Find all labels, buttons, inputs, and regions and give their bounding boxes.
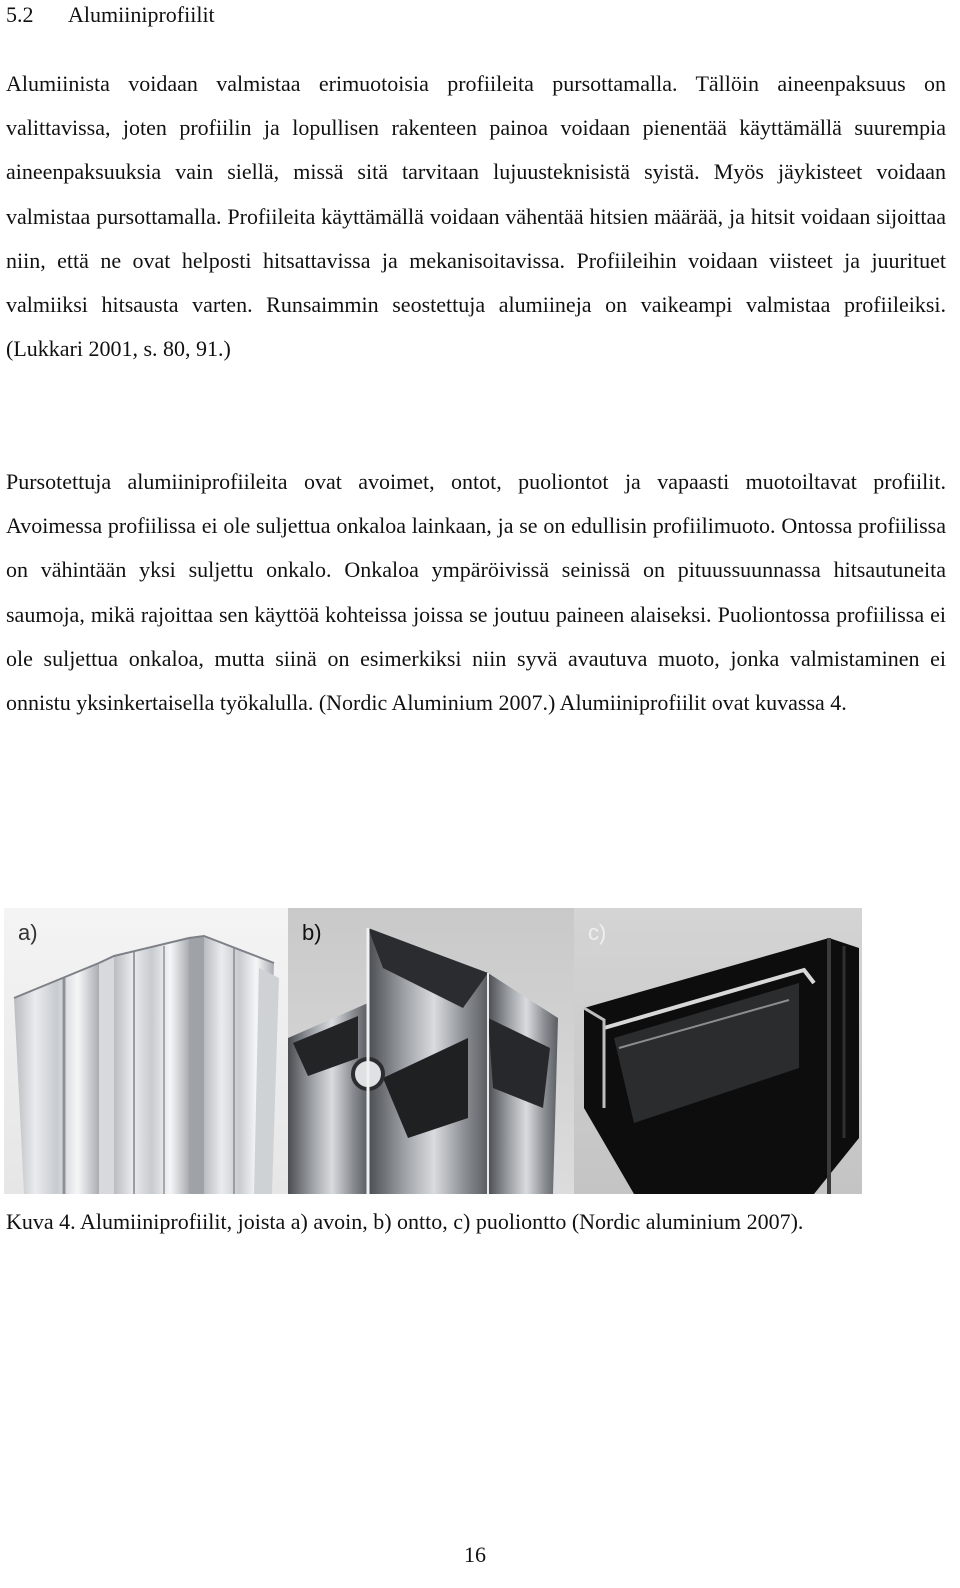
section-title: Alumiiniprofiilit	[68, 2, 215, 27]
figure-aluminium-profiles	[4, 908, 862, 1194]
hollow-profile-image	[288, 908, 574, 1194]
body-paragraph-2: Pursotettuja alumiiniprofiileita ovat avoimet, ontot, puoliontot ja vapaasti muotoiltavat profiilit. Avoimessa profiilissa ei ole suljettua onkaloa lainkaan, ja se on edullisin profiilimuoto. Ontossa profiilissa on vähintään yksi suljettu onkalo. Onkaloa ympäröivissä seinissä on pituussuunnassa hitsautuneita saumoja, mikä rajoittaa sen käyttöä kohteissa joissa se joutuu paineen alaiseksi. Puoliontossa profiilissa ei ole suljettua onkaloa, mutta siinä on esimerkiksi niin syvä avautuva muoto, jonka valmistaminen ei onnistu yksinkertaisella työkalulla. (Nordic Aluminium 2007.) Alumiiniprofiilit ovat kuvassa 4.	[6, 469, 946, 716]
figure-panel-label: a)	[18, 920, 38, 945]
semi-hollow-profile-image	[574, 908, 862, 1194]
page-number: 16	[464, 1542, 486, 1567]
figure-caption: Kuva 4. Alumiiniprofiilit, joista a) avoin, b) ontto, c) puoliontto (Nordic aluminium 2007).	[6, 1209, 804, 1234]
section-heading	[6, 0, 215, 30]
figure-panel-hollow-profile	[288, 908, 574, 1194]
section-number: 5.2	[6, 2, 34, 27]
figure-panel-label: b)	[302, 920, 322, 945]
figure-panel-semi-hollow-profile	[574, 908, 862, 1194]
open-profile-image	[4, 908, 288, 1194]
body-paragraph-1: Alumiinista voidaan valmistaa erimuotoisia profiileita pursottamalla. Tällöin aineenpaksuus on valittavissa, joten profiilin ja lopullisen rakenteen painoa voidaan pienentää käyttämällä suurempia aineenpaksuuksia vain siellä, missä sitä tarvitaan lujuusteknisistä syistä. Myös jäykisteet voidaan valmistaa pursottamalla. Profiileita käyttämällä voidaan vähentää hitsien määrää, ja hitsit voidaan sijoittaa niin, että ne ovat helposti hitsattavissa ja mekanisoitavissa. Profiileihin voidaan viisteet ja juurituet valmiiksi hitsausta varten. Runsaimmin seostettuja alumiineja on vaikeampi valmistaa profiileiksi. (Lukkari 2001, s. 80, 91.)	[6, 71, 946, 362]
figure-panel-open-profile	[4, 908, 288, 1194]
figure-panel-label: c)	[588, 920, 607, 945]
